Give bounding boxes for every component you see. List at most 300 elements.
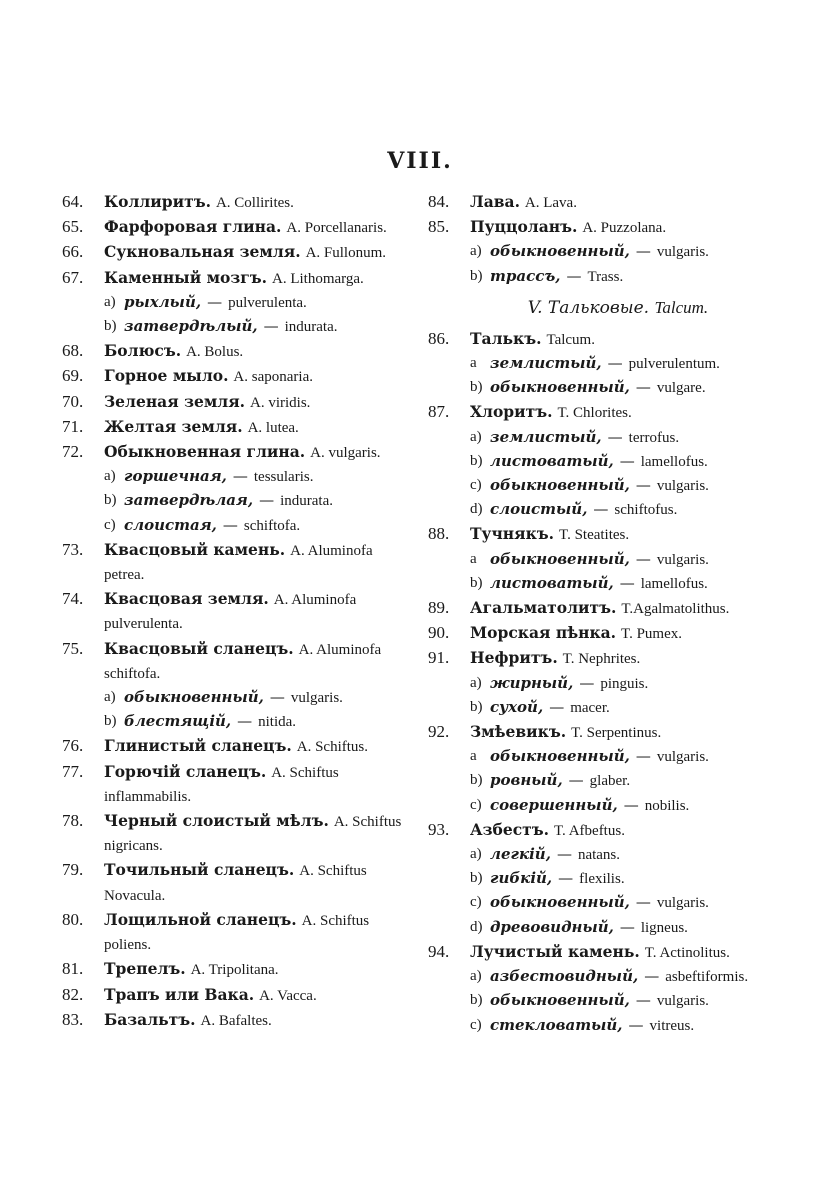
mineral-entry xyxy=(62,809,412,858)
variety-text xyxy=(490,769,630,793)
entry-text xyxy=(104,637,412,686)
variety-marker: d) xyxy=(470,501,483,518)
variety-entry xyxy=(428,240,808,264)
variety-marker: b) xyxy=(470,772,483,789)
mineral-name-russian: Точильный сланецъ. xyxy=(104,860,295,880)
variety-name-russian: листоватый, xyxy=(490,573,614,592)
mineral-entry xyxy=(428,818,808,843)
variety-name-latin: vulgare. xyxy=(656,380,706,397)
entry-text xyxy=(470,215,808,240)
dash-separator: — xyxy=(628,1015,644,1034)
variety-name-latin: indurata. xyxy=(284,319,338,336)
mineral-entry xyxy=(62,983,412,1008)
mineral-name-latin: T. Serpentinus. xyxy=(571,725,662,742)
variety-text xyxy=(124,710,296,734)
dash-separator: — xyxy=(607,427,623,446)
mineral-entry xyxy=(428,646,808,671)
variety-marker: a xyxy=(470,748,477,765)
mineral-entry xyxy=(428,621,808,646)
entry-number: 69. xyxy=(62,366,84,386)
variety-entry xyxy=(62,465,412,489)
variety-text xyxy=(124,465,313,489)
entry-number: 94. xyxy=(428,941,450,961)
entry-number: 68. xyxy=(62,341,84,361)
mineral-name-latin: T. Pumex. xyxy=(621,626,682,643)
mineral-name-russian: Горное мыло. xyxy=(104,366,229,386)
entry-text xyxy=(470,327,808,352)
variety-entry xyxy=(428,867,808,891)
entry-number: 76. xyxy=(62,736,84,756)
entry-number: 71. xyxy=(62,416,84,436)
page-number: VIII. xyxy=(387,148,453,174)
variety-name-russian: обыкновенный, xyxy=(490,242,630,261)
variety-marker: a xyxy=(470,550,477,567)
variety-entry xyxy=(428,265,808,289)
mineral-name-latin: A. Schiftus. xyxy=(296,739,368,756)
entry-number: 81. xyxy=(62,959,84,979)
variety-text xyxy=(490,265,623,289)
variety-text xyxy=(124,291,307,315)
variety-entry xyxy=(428,769,808,793)
variety-entry xyxy=(428,794,808,818)
entry-number: 64. xyxy=(62,192,84,211)
entry-text xyxy=(104,587,412,636)
dash-separator: — xyxy=(623,795,639,814)
entry-number: 65. xyxy=(62,217,84,237)
entry-number: 88. xyxy=(428,524,450,544)
right-column xyxy=(428,190,808,1038)
variety-marker: b) xyxy=(470,267,483,284)
mineral-name-russian: Базальтъ. xyxy=(104,1009,196,1029)
dash-separator: — xyxy=(556,845,572,864)
mineral-name-russian: Коллиритъ. xyxy=(104,192,212,211)
variety-marker: a) xyxy=(104,689,116,706)
section-title-russian: Тальковые. xyxy=(547,297,650,318)
mineral-entry xyxy=(62,637,412,686)
mineral-name-russian: Сукновальная земля. xyxy=(104,242,301,262)
mineral-entry xyxy=(62,415,412,440)
dash-separator: — xyxy=(635,476,651,495)
variety-text xyxy=(490,916,688,940)
entry-text xyxy=(104,266,412,291)
variety-text xyxy=(490,498,677,522)
mineral-entry xyxy=(62,215,412,240)
entry-number: 92. xyxy=(428,722,450,742)
mineral-entry xyxy=(428,400,808,425)
variety-text xyxy=(490,1014,694,1038)
entry-text xyxy=(104,415,412,440)
variety-name-latin: ligneus. xyxy=(640,919,688,936)
mineral-name-latin: A. Aluminofa pulverulenta. xyxy=(104,592,357,633)
dash-separator: — xyxy=(635,549,651,568)
variety-marker: b) xyxy=(104,318,117,335)
variety-text xyxy=(490,672,648,696)
mineral-name-latin: A. Aluminofa schiftofa. xyxy=(104,641,382,682)
entry-text xyxy=(104,190,412,215)
entry-number: 77. xyxy=(62,761,84,781)
mineral-entry xyxy=(62,858,412,907)
variety-entry xyxy=(428,426,808,450)
variety-entry xyxy=(62,489,412,513)
variety-text xyxy=(490,794,689,818)
variety-name-latin: lamellofus. xyxy=(640,453,708,470)
mineral-name-russian: Тучнякъ. xyxy=(470,524,555,544)
variety-name-latin: vulgaris. xyxy=(656,749,709,766)
variety-name-russian: обыкновенный, xyxy=(490,747,630,766)
section-heading xyxy=(428,296,808,320)
variety-name-russian: сухой, xyxy=(490,697,544,716)
variety-name-latin: macer. xyxy=(570,699,610,716)
variety-name-russian: слоистый, xyxy=(490,500,588,519)
variety-entry xyxy=(428,548,808,572)
variety-name-russian: жирный, xyxy=(490,673,574,692)
variety-name-russian: затвердѣлая, xyxy=(124,491,254,510)
dash-separator: — xyxy=(635,242,651,261)
variety-name-russian: гибкій, xyxy=(490,869,553,888)
variety-text xyxy=(490,989,709,1013)
variety-name-russian: рыхлый, xyxy=(124,292,202,311)
entry-text xyxy=(104,538,412,587)
variety-text xyxy=(490,867,625,891)
variety-marker: a) xyxy=(104,293,116,310)
dash-separator: — xyxy=(579,673,595,692)
mineral-name-latin: A. Collirites. xyxy=(215,195,294,211)
mineral-entry xyxy=(62,190,412,215)
mineral-name-latin: A. viridis. xyxy=(250,394,311,411)
variety-name-russian: землистый, xyxy=(490,427,602,446)
mineral-name-latin: T. Steatites. xyxy=(559,527,630,544)
variety-entry xyxy=(428,572,808,596)
mineral-name-russian: Квасцовый камень. xyxy=(104,539,286,559)
dash-separator: — xyxy=(593,500,609,519)
variety-marker: c) xyxy=(470,1016,482,1033)
entry-number: 72. xyxy=(62,442,84,462)
variety-entry xyxy=(62,686,412,710)
mineral-entry xyxy=(62,734,412,759)
entry-text xyxy=(470,720,808,745)
variety-name-russian: легкій, xyxy=(490,845,551,864)
mineral-entry xyxy=(428,596,808,621)
variety-text xyxy=(490,352,720,376)
entry-number: 67. xyxy=(62,267,84,287)
mineral-name-russian: Трепелъ. xyxy=(104,959,186,979)
section-numeral: V. xyxy=(527,297,543,318)
entry-number: 75. xyxy=(62,638,84,658)
variety-text xyxy=(490,696,610,720)
mineral-name-latin: A. Tripolitana. xyxy=(190,962,279,979)
variety-marker: b) xyxy=(104,492,117,509)
mineral-name-latin: T. Actinolitus. xyxy=(644,944,730,961)
variety-entry xyxy=(428,916,808,940)
entry-number: 86. xyxy=(428,328,450,348)
dash-separator: — xyxy=(607,354,623,373)
entry-text xyxy=(470,400,808,425)
variety-entry xyxy=(428,1014,808,1038)
variety-name-russian: стекловатый, xyxy=(490,1015,623,1034)
mineral-name-latin: A. vulgaris. xyxy=(310,445,381,462)
variety-marker: c) xyxy=(104,516,116,533)
variety-marker: b) xyxy=(470,452,483,469)
entry-text xyxy=(470,596,808,621)
variety-entry xyxy=(62,291,412,315)
mineral-name-russian: Лава. xyxy=(470,192,520,211)
mineral-name-latin: A. saponaria. xyxy=(233,369,313,386)
mineral-name-russian: Фарфоровая глина. xyxy=(104,217,282,237)
mineral-entry xyxy=(428,327,808,352)
variety-name-latin: natans. xyxy=(577,847,621,864)
mineral-name-latin: T.Agalmatolithus. xyxy=(621,601,730,618)
mineral-entry xyxy=(428,720,808,745)
mineral-name-russian: Глинистый сланецъ. xyxy=(104,736,292,756)
variety-text xyxy=(124,514,300,538)
mineral-entry xyxy=(428,190,808,215)
entry-text xyxy=(470,818,808,843)
variety-entry xyxy=(428,352,808,376)
entry-number: 85. xyxy=(428,217,450,237)
mineral-name-latin: A. Aluminofa petrea. xyxy=(104,542,373,584)
entry-text xyxy=(470,646,808,671)
entry-text xyxy=(104,440,412,465)
variety-name-latin: glaber. xyxy=(589,773,631,790)
variety-name-latin: indurata. xyxy=(280,493,333,510)
variety-name-russian: обыкновенный, xyxy=(124,688,264,707)
mineral-entry xyxy=(62,364,412,389)
mineral-name-russian: Хлоритъ. xyxy=(470,402,553,422)
entry-text xyxy=(470,940,808,965)
entry-text xyxy=(104,957,412,982)
dash-separator: — xyxy=(568,771,584,790)
mineral-name-russian: Трапъ или Вака. xyxy=(104,984,255,1004)
mineral-name-latin: A. Bafaltes. xyxy=(200,1012,272,1029)
variety-name-latin: vulgaris. xyxy=(656,244,709,261)
dash-separator: — xyxy=(269,688,285,707)
variety-name-russian: блестящій, xyxy=(124,712,232,731)
variety-text xyxy=(490,572,708,596)
variety-name-latin: schiftofus. xyxy=(614,502,678,519)
mineral-name-latin: A. Schiftus Novacula. xyxy=(104,863,367,904)
mineral-name-russian: Обыкновенная глина. xyxy=(104,442,306,462)
variety-name-latin: Trass. xyxy=(587,268,624,285)
variety-name-russian: обыкновенный, xyxy=(490,549,630,568)
variety-name-latin: vulgaris. xyxy=(656,895,709,912)
variety-marker: b) xyxy=(470,379,483,396)
variety-name-latin: vulgaris. xyxy=(656,993,709,1010)
variety-name-russian: ровный, xyxy=(490,771,563,790)
variety-name-russian: слоистая, xyxy=(124,515,217,534)
mineral-name-latin: T. Chlorites. xyxy=(557,405,632,422)
variety-marker: b) xyxy=(470,870,483,887)
mineral-name-russian: Черный слоистый мѣлъ. xyxy=(104,811,329,831)
variety-name-latin: vulgaris. xyxy=(656,551,709,568)
mineral-entry xyxy=(62,339,412,364)
mineral-name-latin: A. Lithomarga. xyxy=(272,270,364,287)
dash-separator: — xyxy=(619,917,635,936)
dash-separator: — xyxy=(644,967,660,986)
entry-text xyxy=(104,760,412,809)
dash-separator: — xyxy=(619,451,635,470)
dash-separator: — xyxy=(259,491,275,510)
variety-marker: b) xyxy=(470,698,483,715)
variety-entry xyxy=(428,843,808,867)
variety-marker: c) xyxy=(470,477,482,494)
entry-text xyxy=(104,858,412,907)
entry-text xyxy=(104,908,412,957)
variety-name-russian: азбестовидный, xyxy=(490,967,639,986)
variety-entry xyxy=(428,474,808,498)
variety-entry xyxy=(428,891,808,915)
entry-number: 74. xyxy=(62,589,84,609)
dash-separator: — xyxy=(558,869,574,888)
variety-name-latin: lamellofus. xyxy=(640,575,708,592)
variety-marker: b) xyxy=(104,713,117,730)
variety-name-latin: flexilis. xyxy=(579,871,625,888)
variety-marker: a) xyxy=(470,243,482,260)
variety-text xyxy=(124,686,343,710)
entry-text xyxy=(104,364,412,389)
variety-name-latin: pulverulenta. xyxy=(228,294,307,311)
mineral-entry xyxy=(62,957,412,982)
entry-number: 84. xyxy=(428,192,450,211)
variety-marker: a) xyxy=(104,468,116,485)
variety-name-latin: pulverulentum. xyxy=(628,356,720,373)
variety-name-russian: совершенный, xyxy=(490,795,618,814)
variety-marker: c) xyxy=(470,796,482,813)
mineral-entry xyxy=(428,940,808,965)
entry-number: 79. xyxy=(62,860,84,880)
mineral-name-latin: A. Schiftus nigricans. xyxy=(104,814,402,855)
mineral-name-latin: A. Lava. xyxy=(524,195,577,211)
dash-separator: — xyxy=(237,712,253,731)
mineral-name-russian: Зеленая земля. xyxy=(104,391,246,411)
entry-number: 80. xyxy=(62,909,84,929)
mineral-name-latin: A. Porcellanaris. xyxy=(286,220,387,237)
variety-name-latin: schiftofa. xyxy=(243,517,301,534)
mineral-name-russian: Пуццоланъ. xyxy=(470,217,578,237)
mineral-name-latin: A. Schiftus inflammabilis. xyxy=(104,764,339,805)
mineral-entry xyxy=(62,1008,412,1033)
variety-marker: a) xyxy=(470,846,482,863)
mineral-entry xyxy=(62,266,412,291)
mineral-entry xyxy=(62,390,412,415)
variety-marker: b) xyxy=(470,574,483,591)
variety-marker: a) xyxy=(470,674,482,691)
variety-entry xyxy=(428,376,808,400)
mineral-entry xyxy=(428,215,808,240)
variety-marker: a) xyxy=(470,968,482,985)
variety-text xyxy=(490,965,748,989)
dash-separator: — xyxy=(549,697,565,716)
mineral-name-russian: Квасцовая земля. xyxy=(104,589,269,609)
dash-separator: — xyxy=(222,515,238,534)
entry-number: 89. xyxy=(428,598,450,618)
variety-entry xyxy=(62,315,412,339)
mineral-entry xyxy=(428,522,808,547)
variety-entry xyxy=(428,696,808,720)
mineral-name-latin: A. Bolus. xyxy=(186,344,244,361)
entry-text xyxy=(104,390,412,415)
entry-number: 78. xyxy=(62,811,84,831)
mineral-entry xyxy=(62,908,412,957)
mineral-name-russian: Горючій сланецъ. xyxy=(104,761,267,781)
mineral-name-russian: Азбестъ. xyxy=(470,819,550,839)
variety-entry xyxy=(428,989,808,1013)
variety-name-russian: древовидный, xyxy=(490,917,614,936)
mineral-name-latin: A. Fullonum. xyxy=(305,245,387,262)
mineral-name-russian: Морская пѣнка. xyxy=(470,623,617,643)
dash-separator: — xyxy=(635,747,651,766)
entry-number: 90. xyxy=(428,623,450,643)
mineral-name-russian: Болюсъ. xyxy=(104,341,182,361)
mineral-name-latin: A. Schiftus poliens. xyxy=(104,912,370,954)
variety-entry xyxy=(428,450,808,474)
variety-text xyxy=(124,315,338,339)
dash-separator: — xyxy=(635,893,651,912)
mineral-name-russian: Желтая земля. xyxy=(104,416,243,436)
dash-separator: — xyxy=(619,573,635,592)
variety-name-russian: обыкновенный, xyxy=(490,378,630,397)
entry-text xyxy=(104,809,412,858)
variety-name-latin: nobilis. xyxy=(644,797,690,814)
mineral-name-russian: Квасцовый сланецъ. xyxy=(104,638,294,658)
variety-text xyxy=(490,548,709,572)
dash-separator: — xyxy=(232,467,248,486)
left-column xyxy=(62,190,412,1033)
variety-entry xyxy=(428,965,808,989)
mineral-name-russian: Лучистый камень. xyxy=(470,941,640,961)
entry-text xyxy=(470,190,808,215)
variety-text xyxy=(490,376,706,400)
entry-text xyxy=(104,339,412,364)
variety-name-latin: pinguis. xyxy=(600,675,649,692)
variety-marker: b) xyxy=(470,992,483,1009)
dash-separator: — xyxy=(635,991,651,1010)
variety-name-latin: tessularis. xyxy=(253,469,314,486)
entry-text xyxy=(104,983,412,1008)
mineral-entry xyxy=(62,240,412,265)
mineral-name-russian: Каменный мозгъ. xyxy=(104,267,268,287)
variety-name-russian: затвердѣлый, xyxy=(124,317,258,336)
mineral-entry xyxy=(62,587,412,636)
variety-text xyxy=(124,489,333,513)
entry-text xyxy=(104,240,412,265)
variety-name-russian: горшечная, xyxy=(124,467,227,486)
mineral-name-latin: Talcum. xyxy=(546,331,595,348)
mineral-name-russian: Талькъ. xyxy=(470,328,542,348)
variety-name-russian: землистый, xyxy=(490,354,602,373)
variety-text xyxy=(490,745,709,769)
variety-text xyxy=(490,474,709,498)
mineral-name-russian: Змѣевикъ. xyxy=(470,722,567,742)
entry-number: 82. xyxy=(62,984,84,1004)
variety-marker: a xyxy=(470,355,477,372)
variety-text xyxy=(490,450,708,474)
variety-name-russian: обыкновенный, xyxy=(490,476,630,495)
variety-entry xyxy=(428,745,808,769)
variety-text xyxy=(490,240,709,264)
variety-marker: c) xyxy=(470,894,482,911)
entry-number: 66. xyxy=(62,242,84,262)
variety-entry xyxy=(62,710,412,734)
variety-name-latin: nitida. xyxy=(258,714,297,731)
variety-name-russian: обыкновенный, xyxy=(490,991,630,1010)
entry-text xyxy=(104,215,412,240)
variety-name-latin: terrofus. xyxy=(628,429,680,446)
dash-separator: — xyxy=(566,266,582,285)
mineral-name-latin: T. Afbeftus. xyxy=(553,822,625,839)
mineral-name-latin: A. lutea. xyxy=(247,419,299,436)
entry-text xyxy=(104,1008,412,1033)
entry-number: 73. xyxy=(62,539,84,559)
